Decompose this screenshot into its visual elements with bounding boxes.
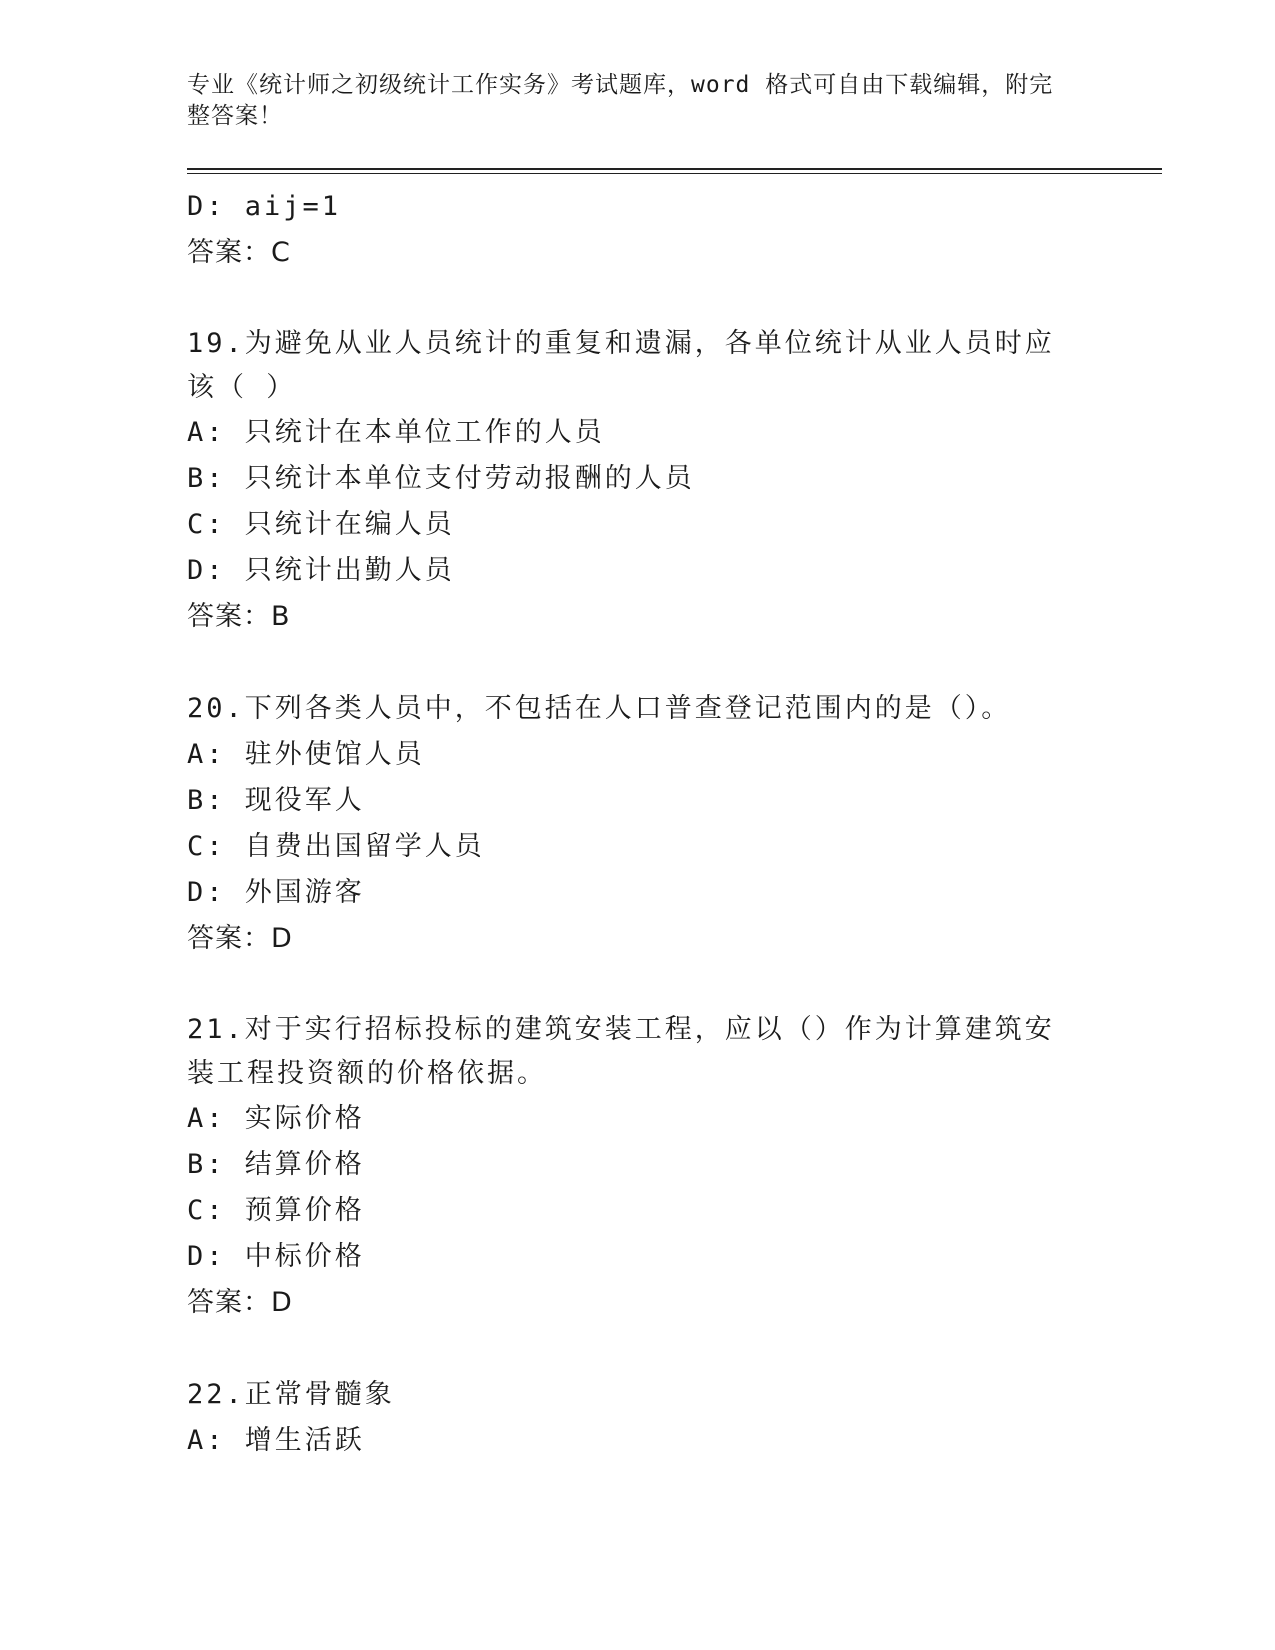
option-a: A: 实际价格 [187,1103,365,1134]
document-page [187,70,1162,1464]
option-d: D: 只统计出勤人员 [187,555,455,586]
header-divider [187,168,1162,174]
option-a: A: 增生活跃 [187,1425,365,1456]
option-c: C: 自费出国留学人员 [187,831,485,862]
option-c: C: 只统计在编人员 [187,509,455,540]
option-b: B: 只统计本单位支付劳动报酬的人员 [187,463,695,494]
option-c: C: 预算价格 [187,1195,365,1226]
option-d: D: aij=1 [187,191,342,222]
option-a: A: 驻外使馆人员 [187,739,425,770]
option-d: D: 中标价格 [187,1241,365,1272]
option-a: A: 只统计在本单位工作的人员 [187,417,605,448]
option-d: D: 外国游客 [187,877,365,908]
answer-label: 答案：D [187,1287,293,1318]
spacer [187,1326,1162,1372]
option-b: B: 结算价格 [187,1149,365,1180]
spacer [187,640,1162,686]
option-b: B: 现役军人 [187,785,365,816]
answer-label: 答案：B [187,601,291,632]
spacer [187,962,1162,1008]
answer-label: 答案：D [187,923,293,954]
document-header: 专业《统计师之初级统计工作实务》考试题库，word 格式可自由下载编辑，附完整答案！ [187,72,1054,129]
question-list [187,184,1162,1464]
spacer [187,276,1162,322]
answer-label: 答案：C [187,237,291,268]
question-stem-21: 21.对于实行招标投标的建筑安装工程，应以（）作为计算建筑安装工程投资额的价格依据。 [187,1014,1055,1089]
question-stem-20: 20.下列各类人员中，不包括在人口普查登记范围内的是（）。 [187,693,1012,724]
question-stem-22: 22.正常骨髓象 [187,1379,395,1410]
question-stem-19: 19.为避免从业人员统计的重复和遗漏，各单位统计从业人员时应该（ ） [187,328,1055,403]
